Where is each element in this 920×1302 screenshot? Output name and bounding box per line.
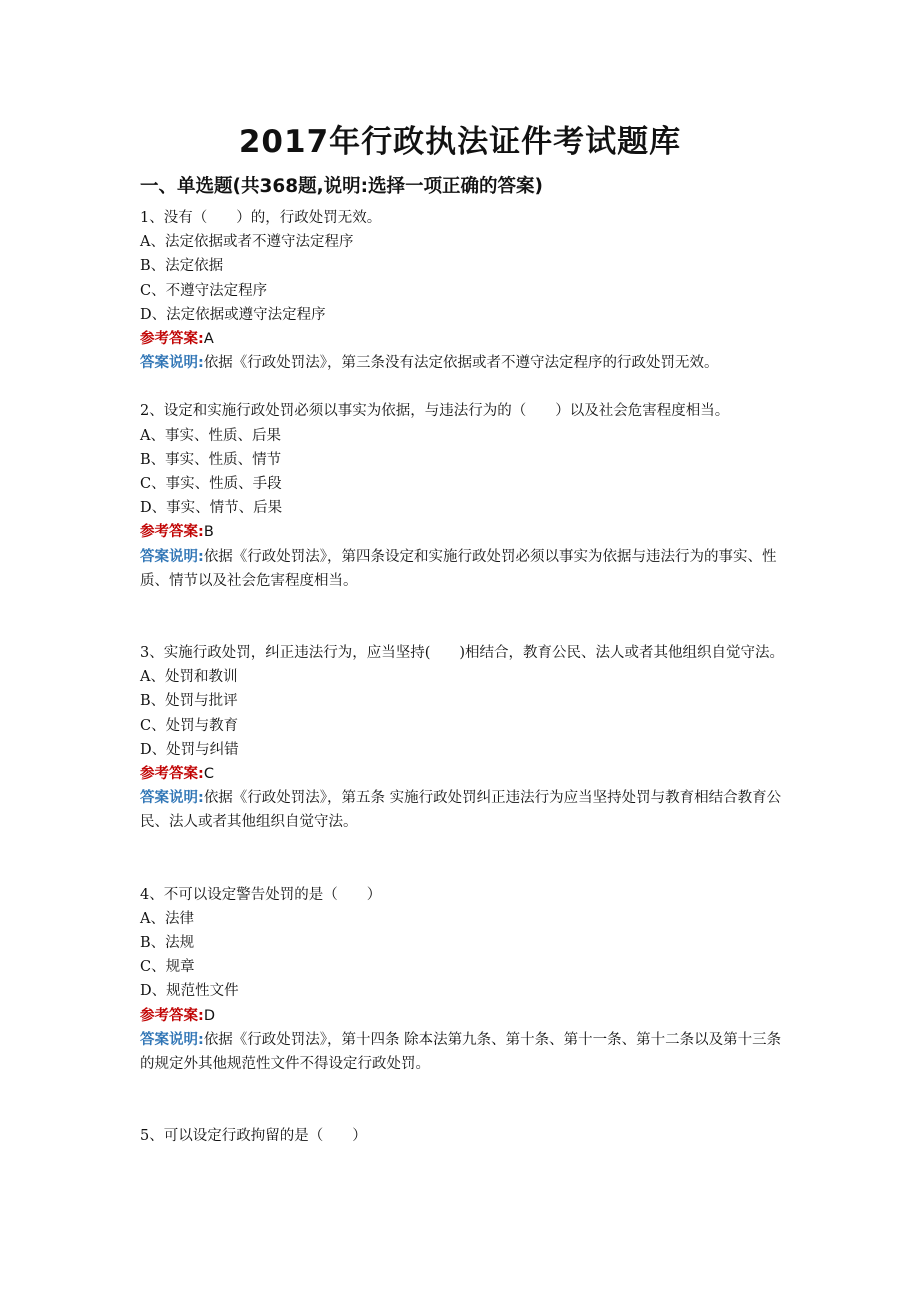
answer-value: C (203, 766, 214, 783)
question-item (140, 641, 785, 835)
answer-value: A (203, 331, 214, 348)
answer-label: 参考答案: (140, 766, 204, 783)
option-b: B、法定依据 (140, 258, 224, 275)
answer-line (140, 1004, 785, 1028)
question-stem: 3、实施行政处罚，纠正违法行为，应当坚持( )相结合，教育公民、法人或者其他组织自觉守法。 (140, 645, 785, 662)
explanation-text: 依据《行政处罚法》，第四条设定和实施行政处罚必须以事实为依据与违法行为的事实、性质、情节以及社会危害程度相当。 (140, 548, 777, 589)
option-d: D、法定依据或遵守法定程序 (140, 306, 326, 323)
question-item (140, 1124, 785, 1148)
explanation-line (140, 786, 785, 834)
explanation-line (140, 1028, 785, 1076)
option-c: C、规章 (140, 959, 195, 976)
answer-value: D (203, 1007, 215, 1024)
answer-value: B (203, 524, 214, 541)
explanation-text: 依据《行政处罚法》，第三条没有法定依据或者不遵守法定程序的行政处罚无效。 (203, 355, 719, 372)
explanation-label: 答案说明: (140, 790, 204, 807)
answer-label: 参考答案: (140, 331, 204, 348)
option-a: A、事实、性质、后果 (140, 427, 281, 444)
option-b: B、处罚与批评 (140, 693, 238, 710)
option-a: A、处罚和教训 (140, 669, 238, 686)
explanation-text: 依据《行政处罚法》，第十四条 除本法第九条、第十条、第十一条、第十二条以及第十三条的规定外其他规范性文件不得设定行政处罚。 (140, 1031, 782, 1073)
question-item (140, 883, 785, 1077)
option-b: B、法规 (140, 935, 195, 952)
option-a: A、法律 (140, 910, 194, 927)
explanation-label: 答案说明: (140, 355, 204, 372)
question-list (140, 206, 785, 1149)
question-item (140, 399, 785, 593)
question-stem: 1、没有（ ）的，行政处罚无效。 (140, 210, 382, 226)
question-stem: 4、不可以设定警告处罚的是（ ） (140, 886, 382, 903)
option-c: C、事实、性质、手段 (140, 476, 282, 493)
option-b: B、事实、性质、情节 (140, 451, 282, 468)
explanation-line (140, 351, 785, 375)
option-d: D、处罚与纠错 (140, 741, 239, 758)
explanation-text: 依据《行政处罚法》，第五条 实施行政处罚纠正违法行为应当坚持处罚与教育相结合教育公民、法人或者其他组织自觉守法。 (140, 790, 782, 831)
explanation-label: 答案说明: (140, 1031, 204, 1048)
answer-label: 参考答案: (140, 524, 204, 541)
option-a: A、法定依据或者不遵守法定程序 (140, 234, 354, 251)
answer-line (140, 520, 785, 544)
answer-line (140, 762, 785, 786)
option-d: D、规范性文件 (140, 983, 239, 1000)
answer-line (140, 327, 785, 351)
section-heading: 一、单选题(共368题,说明:选择一项正确的答案) (140, 176, 543, 197)
option-d: D、事实、情节、后果 (140, 500, 283, 517)
explanation-line (140, 545, 785, 593)
question-stem: 5、可以设定行政拘留的是（ ） (140, 1128, 367, 1145)
question-item (140, 206, 785, 375)
option-c: C、处罚与教育 (140, 717, 239, 734)
document-title: 2017年行政执法证件考试题库 (238, 124, 682, 160)
question-stem: 2、设定和实施行政处罚必须以事实为依据，与违法行为的（ ）以及社会危害程度相当。 (140, 403, 730, 420)
explanation-label: 答案说明: (140, 548, 204, 565)
answer-label: 参考答案: (140, 1007, 204, 1024)
option-c: C、不遵守法定程序 (140, 282, 268, 299)
